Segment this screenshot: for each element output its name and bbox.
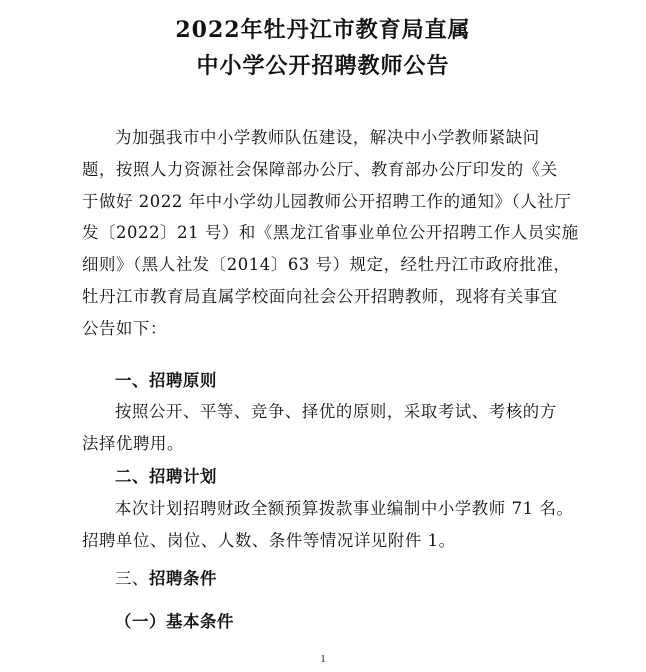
intro-paragraph — [82, 122, 578, 345]
section-heading-conditions — [82, 563, 578, 595]
subsection-heading-text: （一）基本条件 — [115, 612, 234, 631]
plan-paragraph — [82, 493, 578, 557]
document-title-line-2: 中小学公开招聘教师公告 — [196, 53, 450, 79]
plan-line: 本次计划招聘财政全额预算拨款事业编制中小学教师 71 名。 — [115, 499, 574, 518]
intro-line: 牡丹江市教育局直属学校面向社会公开招聘教师，现将有关事宜 — [82, 286, 558, 306]
section-heading-plan — [82, 461, 578, 493]
section-heading-text: 招聘条件 — [148, 569, 217, 588]
intro-line: 为加强我市中小学教师队伍建设，解决中小学教师紧缺问 — [115, 128, 540, 147]
principles-line: 按照公开、平等、竞争、择优的原则，采取考试、考核的方 — [115, 402, 557, 421]
intro-line: 细则》（黑人社发〔2014〕63 号）规定，经牡丹江市政府批准， — [82, 255, 571, 275]
intro-line: 发〔2022〕21 号）和《黑龙江省事业单位公开招聘工作人员实施 — [82, 223, 579, 243]
plan-line: 招聘单位、岗位、人数、条件等情况详见附件 1。 — [82, 530, 456, 550]
section-heading-text: 一、招聘原则 — [115, 371, 217, 390]
principles-paragraph — [82, 396, 578, 460]
intro-line: 公告如下： — [82, 318, 167, 338]
principles-line: 法择优聘用。 — [82, 433, 184, 453]
section-heading-text: 二、招聘计划 — [115, 467, 217, 486]
intro-line: 题，按照人力资源社会保障部办公厅、教育部办公厅印发的《关 — [82, 159, 558, 179]
section-heading-principles — [82, 365, 578, 397]
page-number: 1 — [320, 653, 326, 665]
intro-line: 于做好 2022 年中小学幼儿园教师公开招聘工作的通知》（人社厅 — [82, 191, 572, 211]
section-number: 三、 — [115, 569, 149, 588]
subsection-heading-basic — [82, 606, 578, 638]
document-title-line-1: 2022年牡丹江市教育局直属 — [175, 17, 471, 43]
